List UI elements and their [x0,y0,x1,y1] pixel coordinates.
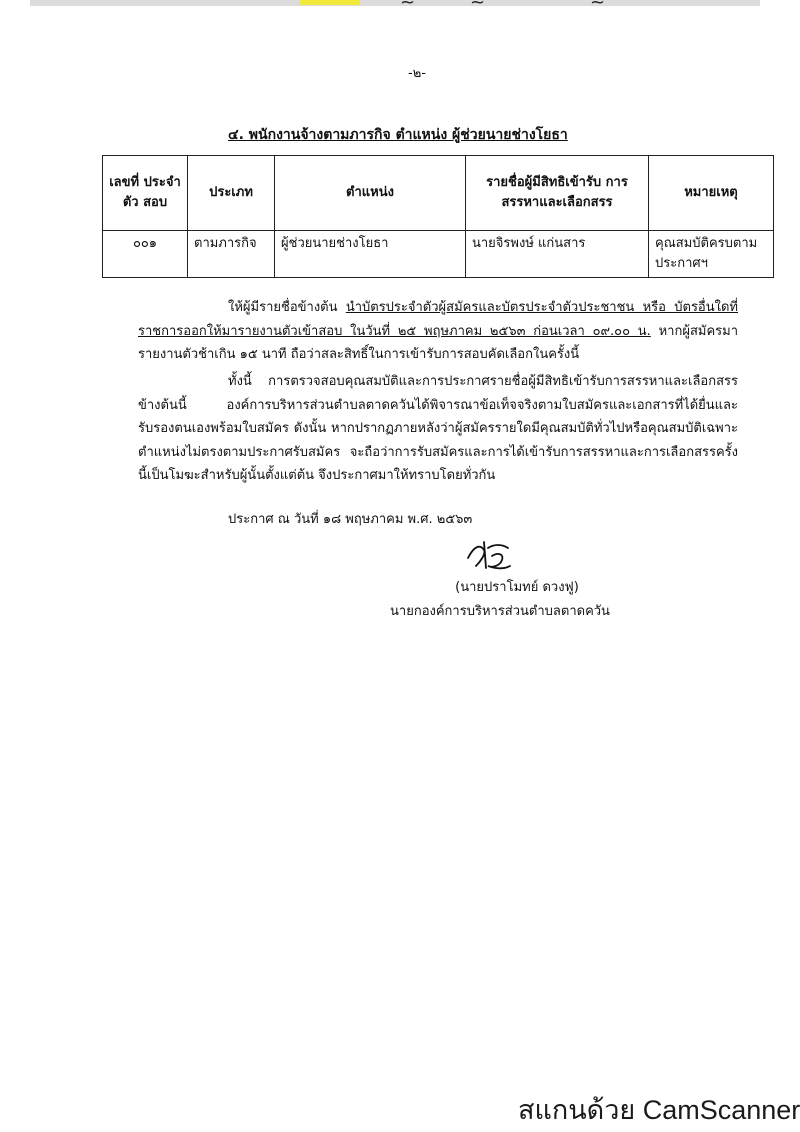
top-scan-edge [0,0,800,14]
section-title: ๔. พนักงานจ้างตามภารกิจ ตำแหน่ง ผู้ช่วยนายช่างโยธา [228,127,568,143]
scribble-mark: ~ [470,0,486,13]
scan-edge-bar [30,0,760,6]
table-header-row [103,156,774,231]
header-remark: หมายเหตุ [649,156,774,231]
cell-exam-number: ๐๐๑ [103,231,188,278]
scribble-mark: ~ [400,0,416,13]
signer-title: นายกองค์การบริหารส่วนตำบลตาดควัน [390,604,610,619]
reporting-instructions [138,296,738,367]
instruction-emphasis: นำบัตรประจำตัวผู้สมัครและบัตรประจำตัวประชาชน หรือ บัตรอื่นใดที่ราชการออกให้มารายงานตัวเข้าสอบ ในวันที่ ๒๕ พฤษภาคม ๒๕๖๓ ก่อนเวลา ๐๙.๐๐ น. [138,300,738,339]
table-row [103,231,774,278]
header-candidate-name: รายชื่อผู้มีสิทธิเข้ารับ การสรรหาและเลือกสรร [466,156,649,231]
candidate-table [102,155,774,278]
eligibility-notice [138,370,738,488]
cell-type: ตามภารกิจ [188,231,275,278]
cell-remark: คุณสมบัติครบตาม ประกาศฯ [649,231,774,278]
cell-position: ผู้ช่วยนายช่างโยธา [275,231,466,278]
signer-name: (นายปราโมทย์ ดวงฟู) [455,580,579,595]
header-exam-number: เลขที่ ประจำตัว สอบ [103,156,188,231]
header-position: ตำแหน่ง [275,156,466,231]
camscanner-watermark: สแกนด้วย CamScanner [518,1095,800,1125]
instruction-lead: ให้ผู้มีรายชื่อข้างต้น [228,300,346,315]
scribble-mark: ~ [590,0,606,13]
instruction-tail: หากผู้สมัครมารายงานตัวช้าเกิน ๑๕ นาที ถือว่าสละสิทธิ์ในการเข้ารับการสอบคัดเลือกในครั้งนี้ [138,323,739,362]
highlight-mark [300,0,360,5]
announcement-date: ประกาศ ณ วันที่ ๑๘ พฤษภาคม พ.ศ. ๒๕๖๓ [228,512,473,527]
page-number: -๒- [408,66,426,81]
signature-mark [458,536,518,576]
header-type: ประเภท [188,156,275,231]
cell-candidate-name: นายจิรพงษ์ แก่นสาร [466,231,649,278]
eligibility-text: ทั้งนี้ การตรวจสอบคุณสมบัติและการประกาศรายชื่อผู้มีสิทธิเข้ารับการสรรหาและเลือกสรรข้างต้นนี้ องค์การบริหารส่วนตำบลตาดควันได้พิจารณาข้อเท็จจริงตามใบสมัครและเอกสารที่ได้ยื่นและรับรองตนเองพร้อมใบสมัคร ดังนั้น หากปรากฏภายหลังว่าผู้สมัครรายใดมีคุณสมบัติทั่วไปหรือคุณสมบัติเฉพาะตำแหน่งไม่ตรงตามประกาศรับสมัคร จะถือว่าการรับสมัครและการได้เข้ารับการสรรหาและการเลือกสรรครั้งนี้เป็นโมฆะสำหรับผู้นั้นตั้งแต่ต้น จึงประกาศมาให้ทราบโดยทั่วกัน [138,374,738,483]
